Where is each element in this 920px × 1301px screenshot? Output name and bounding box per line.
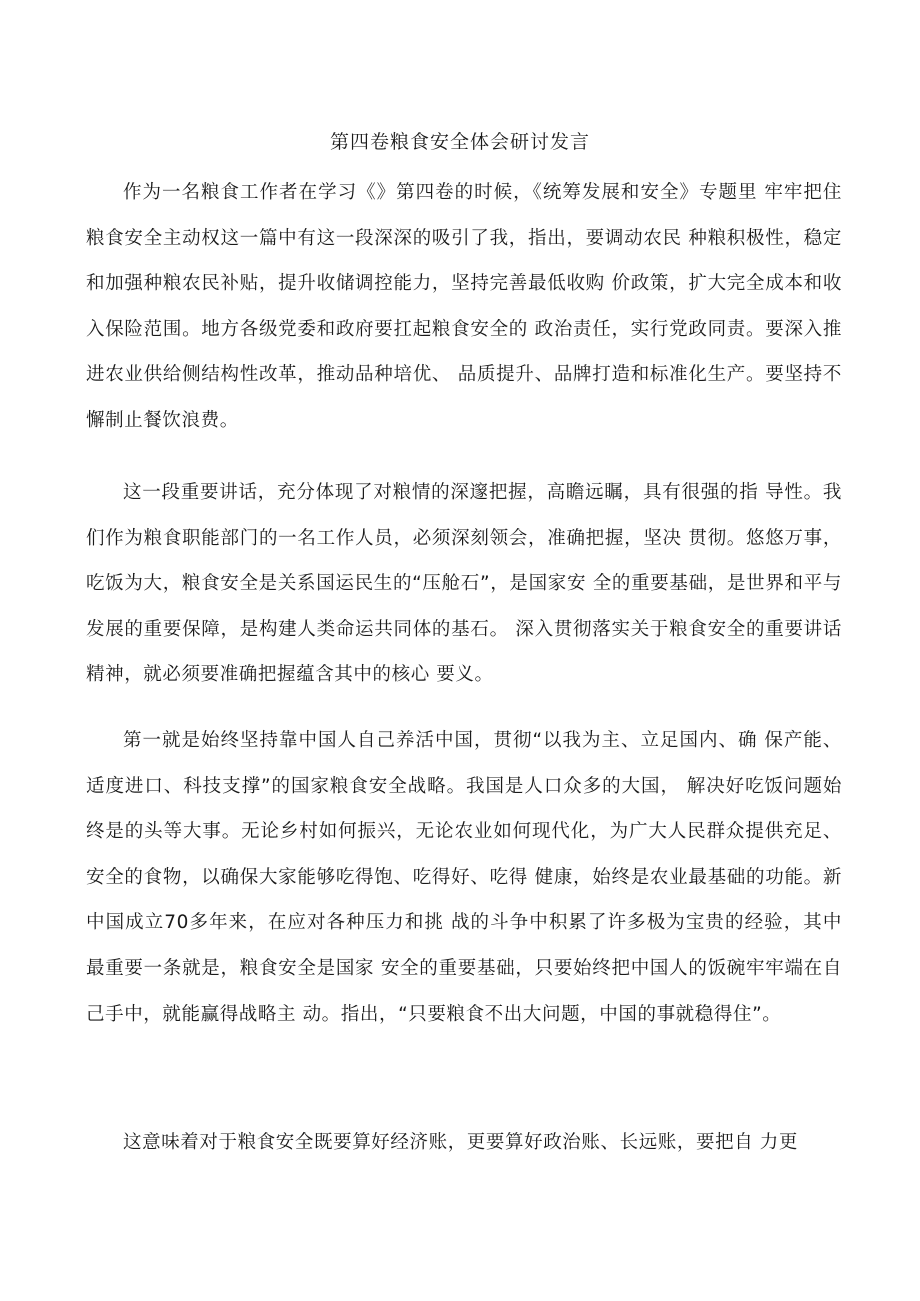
paragraph-4: 这意味着对于粮食安全既要算好经济账，更要算好政治账、长远账，要把自 力更 bbox=[123, 1132, 798, 1153]
paragraph-1: 作为一名粮食工作者在学习《》第四卷的时候，《统筹发展和安全》专题里 牢牢把住粮食安全主动权这一篇中有这一段深深的吸引了我，指出，要调动农民 种粮积极性，稳定和加强种粮农民补贴，提升收储调控能力，坚持完善最低收购 价政策，扩大完全成本和收入保险范围。地方各级党委和政府要扛起粮食安全的 政治责任，实行党政同责。要深入推进农业供给侧结构性改革，推动品种培优、 品质提升、品牌打造和标准化生产。要坚持不懈制止餐饮浪费。 bbox=[86, 182, 842, 431]
paragraph-2: 这一段重要讲话，充分体现了对粮情的深邃把握，高瞻远瞩，具有很强的指 导性。我们作为粮食职能部门的一名工作人员，必须深刻领会，准确把握，坚决 贯彻。悠悠万事，吃饭为大，粮食安全是关系国运民生的“压舱石”，是国家安 全的重要基础，是世界和平与发展的重要保障，是构建人类命运共同体的基石。 深入贯彻落实关于粮食安全的重要讲话精神，就必须要准确把握蕴含其中的核心 要义。 bbox=[86, 482, 842, 686]
paragraph-3: 第一就是始终坚持靠中国人自己养活中国，贯彻“以我为主、立足国内、确 保产能、适度进口、科技支撑”的国家粮食安全战略。我国是人口众多的大国， 解决好吃饭问题始终是的头等大事。无论乡村如何振兴，无论农业如何现代化，为广大人民群众提供充足、安全的食物，以确保大家能够吃得饱、吃得好、吃得 健康，始终是农业最基础的功能。新中国成立70多年来，在应对各种压力和挑 战的斗争中积累了许多极为宝贵的经验，其中最重要一条就是，粮食安全是国家 安全的重要基础，只要始终把中国人的饭碗牢牢端在自己手中，就能赢得战略主 动。指出，“只要粮食不出大问题，中国的事就稳得住”。 bbox=[86, 730, 842, 1025]
document-title: 第四卷粮食安全体会研讨发言 bbox=[329, 131, 590, 153]
